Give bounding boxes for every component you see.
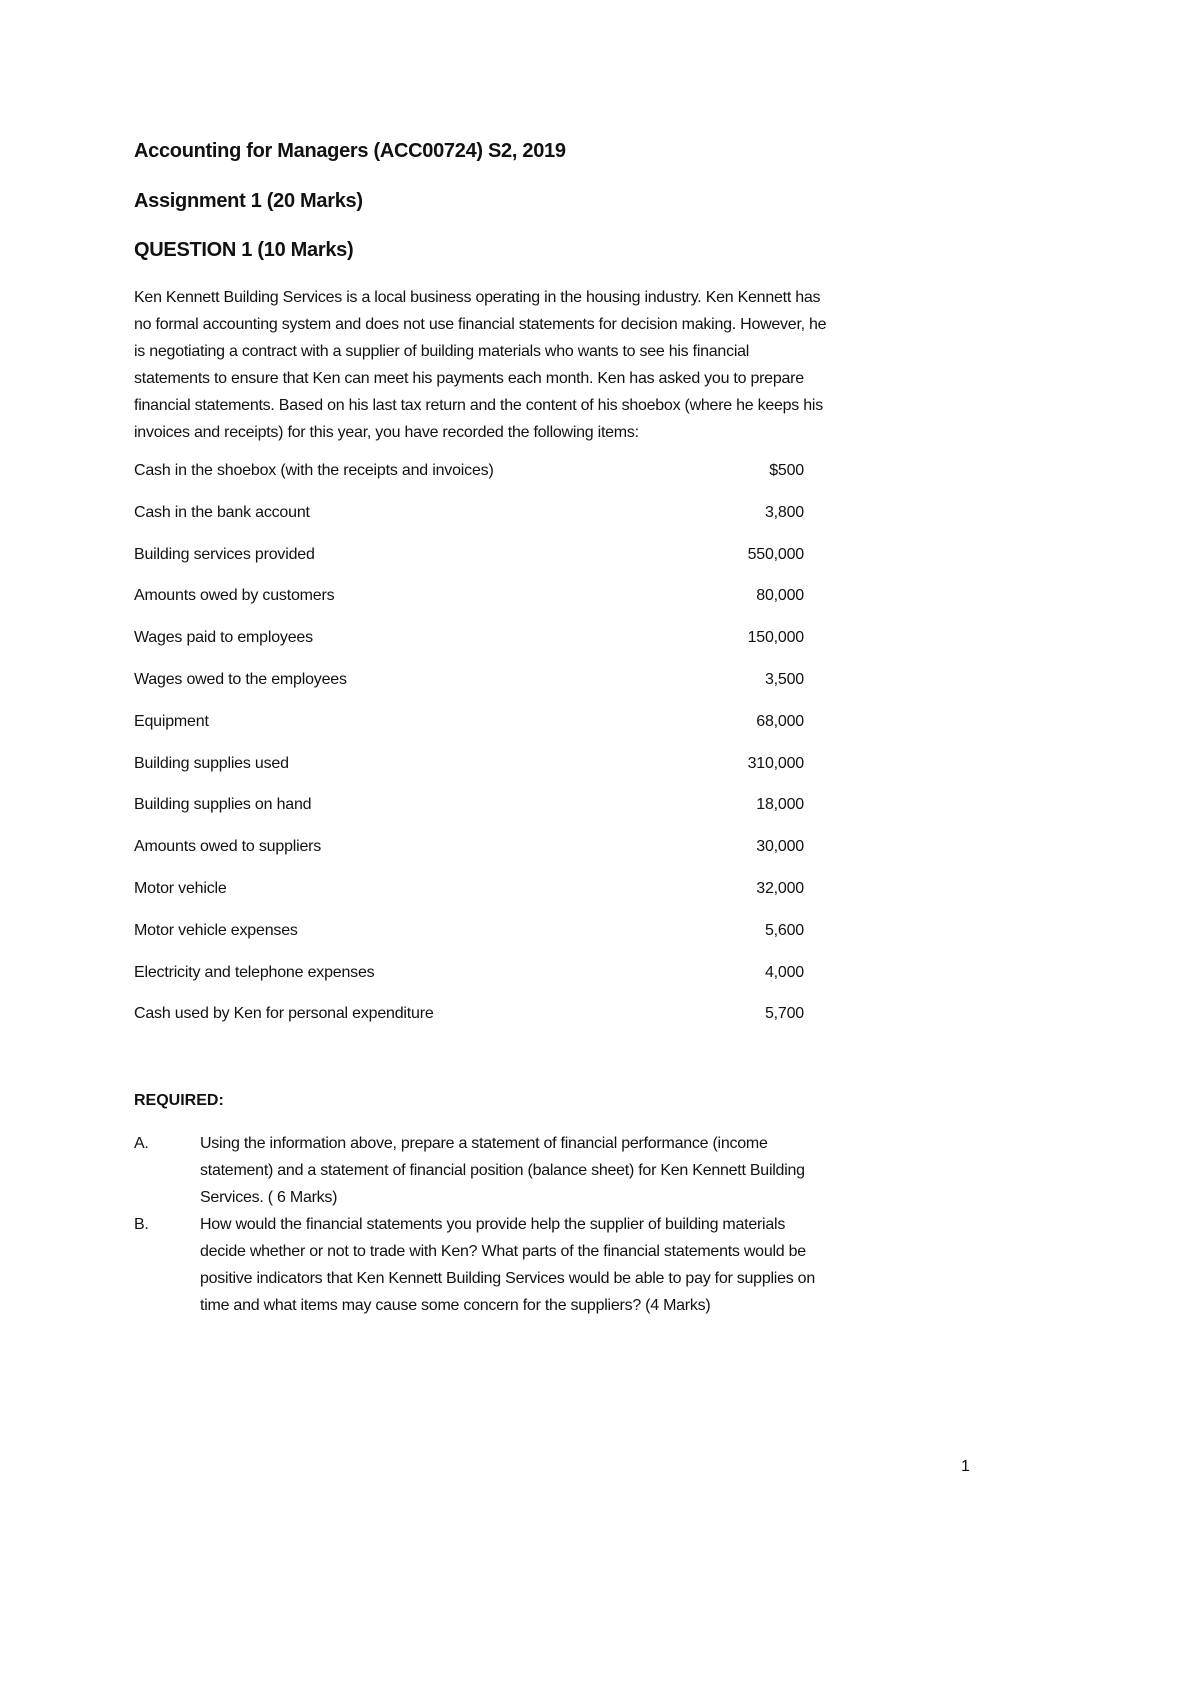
item-line: How would the financial statements you provide help the supplier of building materials xyxy=(200,1216,786,1233)
intro-line: is negotiating a contract with a supplier of building materials who wants to see his financial xyxy=(134,343,750,360)
intro-line: Ken Kennett Building Services is a local business operating in the housing industry. Ken Kennett has xyxy=(134,289,821,306)
required-item-b xyxy=(134,1211,815,1319)
ledger-row xyxy=(134,546,804,564)
ledger-row xyxy=(134,922,804,940)
ledger-item-amount: 80,000 xyxy=(756,587,804,605)
assignment-heading: Assignment 1 (20 Marks) xyxy=(134,190,363,212)
intro-line: no formal accounting system and does not use financial statements for decision making. However, he xyxy=(134,316,827,333)
ledger-item-amount: 68,000 xyxy=(756,712,804,730)
item-label: A. xyxy=(134,1135,149,1152)
item-line: statement) and a statement of financial position (balance sheet) for Ken Kennett Building xyxy=(200,1162,805,1179)
ledger-row xyxy=(134,838,804,856)
ledger-item-amount: 18,000 xyxy=(756,796,804,814)
ledger-row xyxy=(134,629,804,647)
ledger-item-label: Wages owed to the employees xyxy=(134,671,347,688)
ledger-item-label: Amounts owed by customers xyxy=(134,587,335,605)
ledger-item-amount: 32,000 xyxy=(756,880,804,897)
ledger-item-amount: 310,000 xyxy=(747,754,804,772)
page-number: 1 xyxy=(961,1458,970,1475)
intro-paragraph xyxy=(134,284,826,446)
ledger-row xyxy=(134,462,804,480)
ledger-item-label: Cash in the bank account xyxy=(134,503,310,521)
ledger-item-label: Equipment xyxy=(134,712,209,730)
ledger-row xyxy=(134,713,804,731)
required-list xyxy=(134,1130,815,1319)
required-item-a xyxy=(134,1130,815,1211)
intro-line: financial statements. Based on his last tax return and the content of his shoebox (where he keeps his xyxy=(134,397,823,414)
ledger-item-amount: $500 xyxy=(769,462,804,479)
intro-line: invoices and receipts) for this year, you have recorded the following items: xyxy=(134,424,639,441)
ledger-item-amount: 3,800 xyxy=(764,503,804,521)
item-line: time and what items may cause some concern for the suppliers? (4 Marks) xyxy=(200,1297,711,1314)
ledger-item-amount: 150,000 xyxy=(747,629,804,647)
ledger-item-amount: 30,000 xyxy=(756,838,804,856)
ledger-item-label: Amounts owed to suppliers xyxy=(134,838,322,856)
ledger-item-label: Building supplies used xyxy=(134,754,289,772)
ledger-row xyxy=(134,964,804,982)
ledger-item-amount: 4,000 xyxy=(764,963,804,981)
intro-line: statements to ensure that Ken can meet his payments each month. Ken has asked you to prepare xyxy=(134,370,804,387)
ledger-row xyxy=(134,755,804,773)
ledger-item-amount: 3,500 xyxy=(764,671,804,688)
required-heading: REQUIRED: xyxy=(134,1092,224,1109)
ledger-item-amount: 550,000 xyxy=(747,545,804,563)
ledger-row xyxy=(134,587,804,605)
ledger-row xyxy=(134,671,804,689)
item-line: Services. ( 6 Marks) xyxy=(200,1189,338,1206)
item-label: B. xyxy=(134,1216,149,1233)
item-line: Using the information above, prepare a statement of financial performance (income xyxy=(200,1135,768,1152)
ledger-item-amount: 5,600 xyxy=(764,921,804,939)
ledger-item-label: Cash used by Ken for personal expenditure xyxy=(134,1005,434,1023)
ledger-item-label: Electricity and telephone expenses xyxy=(134,963,375,981)
ledger-row xyxy=(134,796,804,814)
ledger-item-label: Wages paid to employees xyxy=(134,629,313,647)
item-line: positive indicators that Ken Kennett Building Services would be able to pay for supplies on xyxy=(200,1270,815,1287)
ledger-row xyxy=(134,1005,804,1023)
ledger-item-label: Motor vehicle xyxy=(134,880,227,897)
ledger-item-label: Building services provided xyxy=(134,545,315,563)
ledger-item-label: Building supplies on hand xyxy=(134,796,312,814)
ledger-item-amount: 5,700 xyxy=(764,1005,804,1023)
ledger-row xyxy=(134,880,804,898)
question-heading: QUESTION 1 (10 Marks) xyxy=(134,239,354,261)
document-title: Accounting for Managers (ACC00724) S2, 2019 xyxy=(134,140,566,162)
ledger-item-label: Cash in the shoebox (with the receipts and invoices) xyxy=(134,462,494,479)
ledger-row xyxy=(134,504,804,522)
item-line: decide whether or not to trade with Ken? What parts of the financial statements would be xyxy=(200,1243,806,1260)
ledger-item-label: Motor vehicle expenses xyxy=(134,921,298,939)
